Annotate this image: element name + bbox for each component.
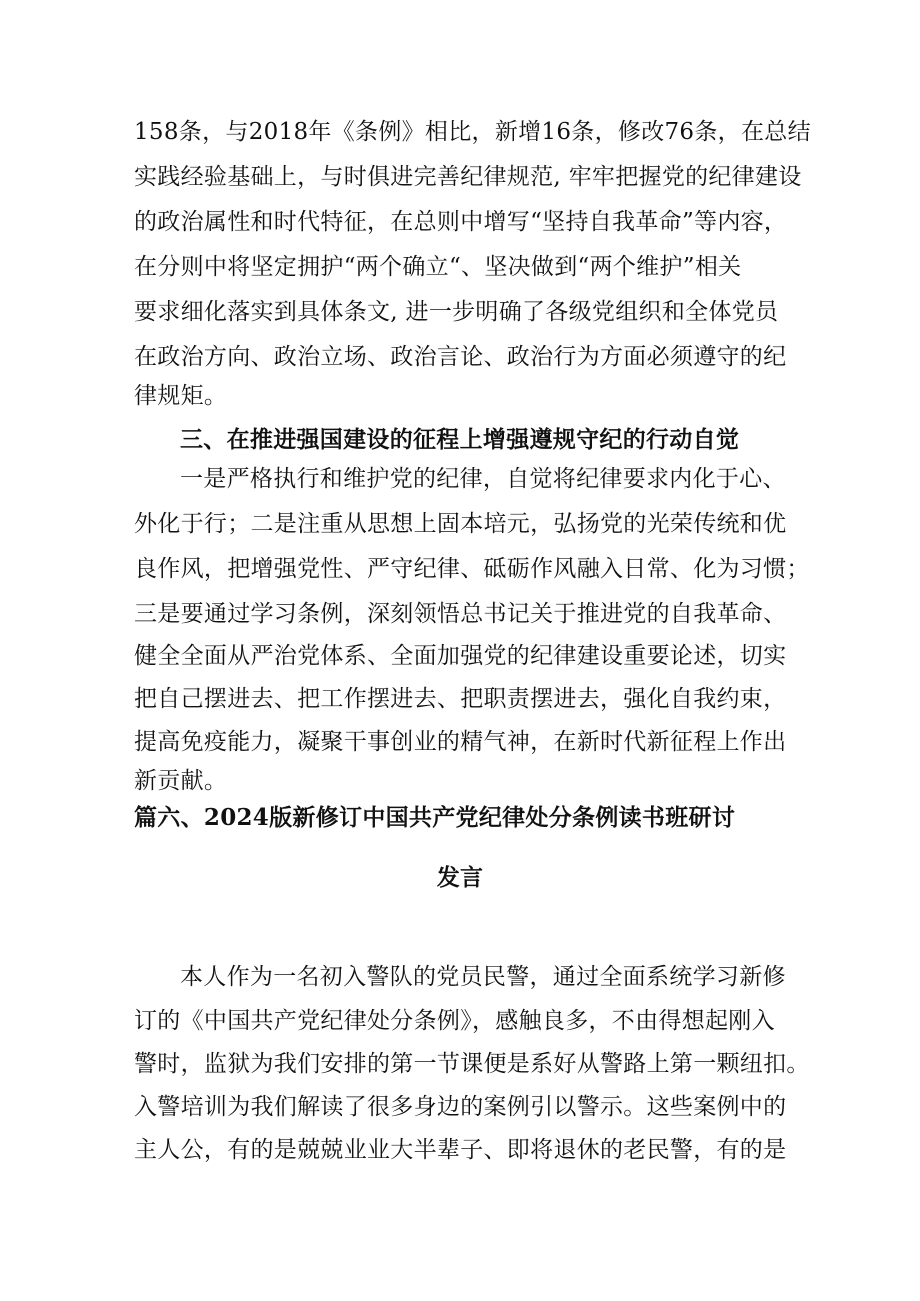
body-line: 健全全面从严治党体系、全面加强党的纪律建设重要论述，切实 — [134, 643, 787, 669]
body-line: 实践经验基础上，与时俱进完善纪律规范, 牢牢把握党的纪律建设 — [134, 164, 802, 190]
body-line: 外化于行；二是注重从思想上固本培元，弘扬党的光荣传统和优 — [134, 511, 787, 537]
body-line: 本人作为一名初入警队的党员民警，通过全面系统学习新修 — [180, 964, 786, 990]
body-line: 158条，与2018年《条例》相比，新增16条，修改76条，在总结 — [134, 119, 811, 145]
body-line: 要求细化落实到具体条文, 进一步明确了各级党组织和全体党员 — [134, 299, 779, 325]
section-heading: 三、在推进强国建设的征程上增强遵规守纪的行动自觉 — [180, 426, 740, 453]
body-line: 一是严格执行和维护党的纪律，自觉将纪律要求内化于心、 — [180, 466, 786, 492]
article-title-continued: 发言 — [436, 864, 484, 891]
body-line: 新贡献。 — [134, 768, 228, 794]
body-line: 警时，监狱为我们安排的第一节课便是系好从警路上第一颗纽扣。 — [134, 1051, 810, 1077]
body-line: 三是要通过学习条例，深刻领悟总书记关于推进党的自我革命、 — [134, 601, 787, 627]
body-line: 律规矩。 — [134, 383, 228, 409]
body-line: 主人公，有的是兢兢业业大半辈子、即将退休的老民警，有的是 — [134, 1137, 787, 1163]
body-line: 提高免疫能力，凝聚干事创业的精气神，在新时代新征程上作出 — [134, 729, 787, 755]
body-line: 的政治属性和时代特征，在总则中增写“坚持自我革命”等内容， — [134, 209, 788, 235]
body-line: 良作风，把增强党性、严守纪律、砥砺作风融入日常、化为习惯； — [134, 556, 810, 582]
body-line: 在政治方向、政治立场、政治言论、政治行为方面必须遵守的纪 — [134, 344, 787, 370]
body-line: 订的《中国共产党纪律处分条例》，感触良多，不由得想起刚入 — [134, 1008, 775, 1034]
body-line: 在分则中将坚定拥护“两个确立“、坚决做到“两个维护”相关 — [134, 254, 742, 280]
body-line: 把自己摆进去、把工作摆进去、把职责摆进去，强化自我约束， — [134, 686, 787, 712]
article-title: 篇六、2024版新修订中国共产党纪律处分条例读书班研讨 — [134, 804, 736, 831]
body-line: 入警培训为我们解读了很多身边的案例引以警示。这些案例中的 — [134, 1094, 787, 1120]
